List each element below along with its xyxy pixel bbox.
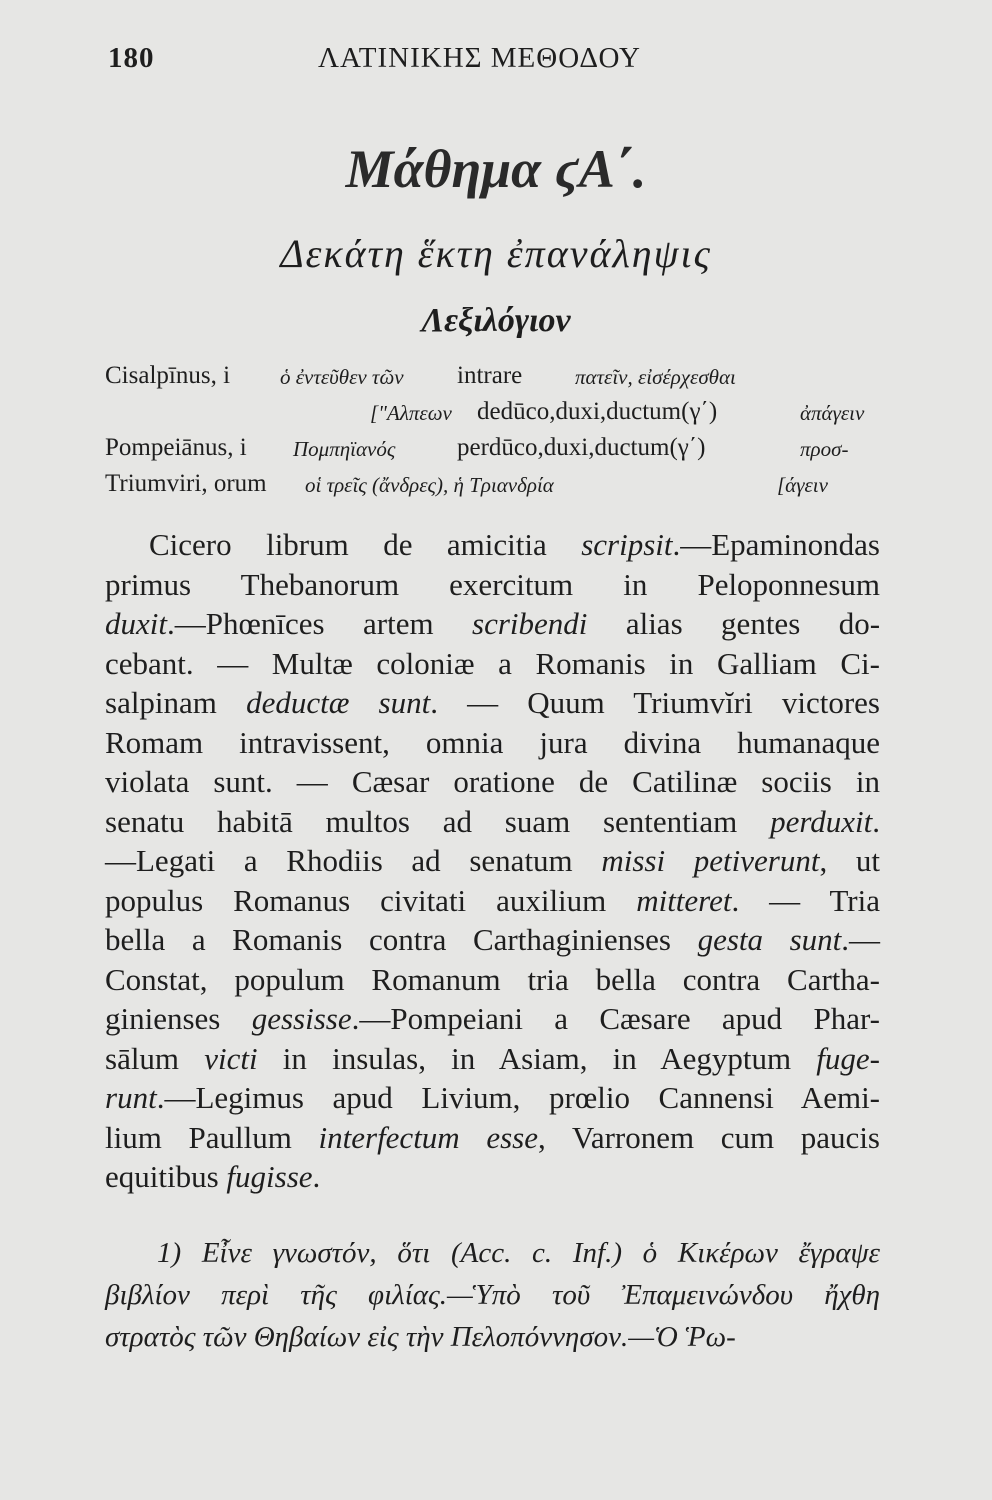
text-line — [105, 565, 880, 605]
text-line — [157, 1232, 880, 1274]
italic-word: fugisse — [226, 1159, 313, 1194]
text-run: equitibus — [105, 1159, 227, 1194]
text-run: βιβλίον περὶ τῆς φιλίας.—Ὑπὸ τοῦ Ἐπαμεινώνδου ἤχθη — [105, 1279, 880, 1311]
page-header — [108, 42, 868, 82]
text-run: 1) Εἶνε γνωστόν, ὅτι (Acc. c. Inf.) ὁ Κικέρων ἔγραψε — [157, 1237, 880, 1269]
text-line — [105, 723, 880, 763]
text-run: .—Phœnīces artem — [167, 606, 473, 641]
italic-word: runt — [105, 1080, 157, 1115]
text-line — [105, 841, 880, 881]
vocab-greek-gloss: οἱ τρεῖς (ἄνδρες), ἡ Τριανδρία — [305, 473, 554, 497]
text-run: .—Epaminondas — [672, 527, 880, 562]
text-run: . — Quum Triumvĭri victores — [430, 685, 880, 720]
italic-word: duxit — [105, 606, 167, 641]
text-run: populus Romanus civitati auxilium — [105, 882, 637, 918]
text-run: Constat, populum Romanum tria bella contra Cartha- — [105, 961, 880, 997]
text-run: senatu habitā multos ad suam sententiam — [105, 803, 771, 839]
vocabulary-heading: Λεξιλόγιον — [421, 302, 571, 339]
lesson-title: Μάθημα ϛΑ΄. — [345, 139, 647, 199]
text-run: in insulas, in Asiam, in Aegyptum — [257, 1040, 817, 1076]
italic-word: gessisse — [251, 1001, 352, 1036]
text-run: .—Legimus apud Livium, prœlio Cannensi Aemi- — [156, 1080, 880, 1115]
text-run: Cicero librum de amicitia — [149, 527, 582, 562]
text-run: lium Paullum — [105, 1119, 319, 1155]
vocab-latin-term: Triumviri, orum — [105, 470, 267, 497]
text-run: alias gentes do- — [587, 606, 881, 641]
vocab-greek-gloss: ἀπάγειν — [800, 401, 865, 425]
text-run: cebant. — Multæ coloniæ a Romanis in Galliam Ci- — [105, 645, 880, 681]
vocab-greek-gloss: ["Αλπεων — [370, 401, 452, 425]
text-run: Romam intravissent, omnia jura divina humanaque — [105, 724, 880, 760]
text-line — [105, 1039, 880, 1079]
text-run: ginienses — [105, 1001, 252, 1036]
text-run: . — [312, 1159, 321, 1194]
text-line — [105, 999, 880, 1039]
text-line — [105, 762, 880, 802]
page-number: 180 — [108, 42, 155, 74]
text-line — [105, 960, 880, 1000]
text-run: violata sunt. — Cæsar oratione de Catilinæ sociis in — [105, 764, 880, 799]
vocab-latin-term: perdūco,duxi,ductum(γ΄) — [457, 434, 706, 461]
vocab-latin-term: Pompeiānus, i — [105, 434, 247, 461]
text-line — [105, 1118, 880, 1158]
vocab-latin-term: dedūco,duxi,ductum(γ΄) — [477, 398, 718, 425]
running-title: ΛΑΤΙΝΙΚΗΣ ΜΕΘΟΔΟΥ — [318, 42, 642, 74]
text-run: . — Tria — [731, 882, 880, 918]
text-run: στρατὸς τῶν Θηβαίων εἰς τὴν Πελοπόννησον.—Ὁ Ῥω- — [105, 1321, 736, 1353]
text-line — [105, 1157, 880, 1197]
italic-word: missi petiverunt — [601, 843, 820, 878]
text-line — [105, 1316, 880, 1358]
text-line — [149, 525, 880, 565]
vocab-greek-gloss: προσ- — [800, 437, 849, 461]
text-line — [105, 881, 880, 921]
text-line — [105, 1078, 880, 1118]
italic-word: scribendi — [472, 606, 588, 641]
italic-word: victi — [204, 1040, 258, 1076]
text-run: primus Thebanorum exercitum in Peloponnesum — [105, 566, 880, 602]
text-run: salpinam — [105, 685, 247, 720]
text-run: —Legati a Rhodiis ad senatum — [105, 843, 602, 878]
text-run: . — [872, 803, 880, 839]
italic-word: mitteret — [636, 882, 732, 918]
lesson-subtitle: Δεκάτη ἕκτη ἐπανάληψις — [280, 231, 712, 276]
vocab-greek-gloss: πατεῖν, εἰσέρχεσθαι — [575, 365, 736, 389]
italic-word: deductæ sunt — [246, 685, 431, 720]
italic-word: interfectum esse — [318, 1119, 539, 1155]
vocab-greek-gloss: Πομπηϊανός — [293, 437, 396, 461]
text-line — [105, 683, 880, 723]
text-run: bella a Romanis contra Carthaginienses — [105, 922, 698, 957]
italic-word: gesta sunt — [697, 922, 842, 957]
text-run: .— — [841, 922, 880, 957]
text-line — [105, 644, 880, 684]
italic-word: scripsit — [581, 527, 673, 562]
text-run: , Varronem cum paucis — [538, 1119, 880, 1155]
text-line — [105, 604, 880, 644]
vocab-greek-gloss: [άγειν — [777, 473, 828, 497]
vocab-greek-gloss: ὁ ἐντεῦθεν τῶν — [280, 365, 404, 389]
text-run: , ut — [819, 843, 880, 878]
text-run: .—Pompeiani a Cæsare apud Phar- — [351, 1001, 881, 1036]
italic-word: perduxit — [770, 803, 873, 839]
vocab-latin-term: intrare — [457, 362, 523, 389]
text-line — [105, 802, 880, 842]
vocab-latin-term: Cisalpīnus, i — [105, 362, 231, 389]
text-line — [105, 1274, 880, 1316]
text-run: sālum — [105, 1040, 205, 1076]
text-line — [105, 920, 880, 960]
italic-word: fuge- — [816, 1040, 880, 1076]
